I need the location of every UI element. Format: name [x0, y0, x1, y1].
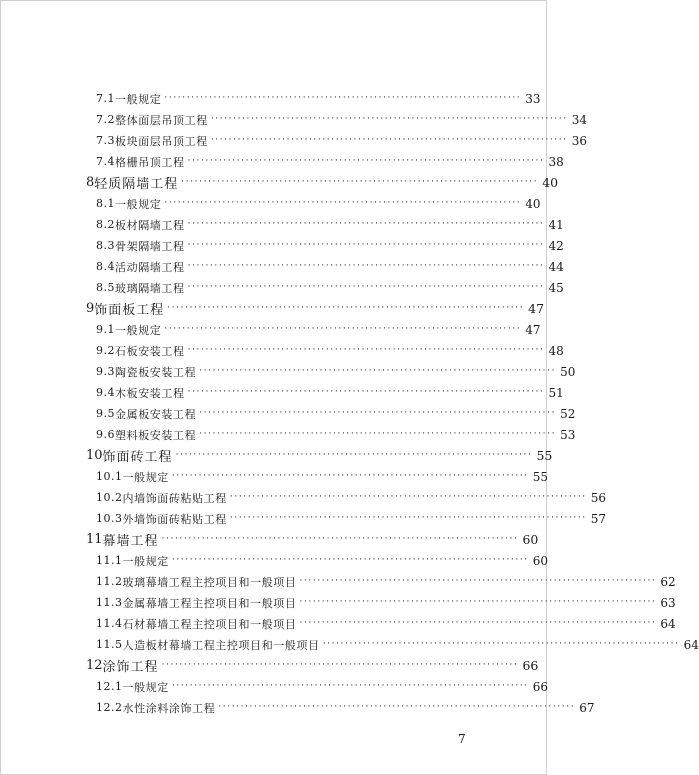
toc-entry-page: 33	[525, 91, 541, 106]
toc-entry-page: 48	[548, 343, 564, 358]
toc-entry-title: 一般规定	[115, 92, 162, 106]
toc-entry-number: 8.3	[96, 239, 115, 252]
toc-section-entry[interactable]	[1, 109, 587, 130]
toc-dot-leader: ················································································	[322, 639, 680, 649]
toc-section-entry[interactable]	[1, 130, 587, 151]
toc-entry-page: 64	[660, 616, 676, 631]
toc-section-entry[interactable]	[1, 382, 564, 403]
toc-section-entry[interactable]	[1, 592, 676, 613]
toc-chapter-entry[interactable]	[1, 445, 553, 466]
toc-entry-title: 石材幕墙工程主控项目和一般项目	[122, 617, 297, 631]
toc-entry-page: 36	[571, 133, 587, 148]
toc-entry-title: 一般规定	[115, 323, 162, 337]
toc-entry-page: 60	[532, 553, 549, 568]
toc-entry-page: 38	[548, 154, 564, 169]
toc-entry-title: 金属板安装工程	[115, 407, 197, 421]
toc-entry-number: 9	[86, 301, 95, 316]
toc-dot-leader: ················································································	[299, 597, 657, 607]
toc-dot-leader: ················································································	[199, 366, 557, 376]
toc-entry-title: 金属幕墙工程主控项目和一般项目	[122, 596, 297, 610]
toc-entry-number: 11.4	[96, 617, 123, 630]
toc-entry-page: 44	[548, 259, 564, 274]
toc-entry-number: 10	[86, 448, 103, 463]
toc-entry-title: 饰面砖工程	[102, 450, 173, 465]
toc-entry-number: 9.5	[96, 407, 115, 420]
toc-entry-title: 人造板材幕墙工程主控项目和一般项目	[122, 638, 320, 652]
toc-entry-number: 10.1	[96, 470, 123, 483]
toc-entry-number: 9.2	[96, 344, 115, 357]
toc-entry-title: 板块面层吊顶工程	[115, 134, 208, 148]
toc-section-entry[interactable]	[1, 403, 576, 424]
toc-section-entry[interactable]	[1, 697, 595, 718]
toc-dot-leader: ················································································	[210, 135, 568, 145]
toc-entry-title: 饰面板工程	[94, 303, 165, 318]
toc-section-entry[interactable]	[1, 151, 564, 172]
toc-section-entry[interactable]	[1, 508, 607, 529]
toc-dot-leader: ················································································	[171, 471, 529, 481]
toc-entry-page: 64	[683, 637, 699, 652]
toc-entry-page: 62	[660, 574, 676, 589]
toc-entry-page: 40	[525, 196, 541, 211]
toc-entry-title: 格栅吊顶工程	[115, 155, 185, 169]
toc-entry-title: 一般规定	[122, 680, 169, 694]
toc-entry-title: 活动隔墙工程	[115, 260, 185, 274]
toc-entry-number: 9.6	[96, 428, 115, 441]
toc-entry-number: 8	[86, 175, 95, 190]
toc-section-entry[interactable]	[1, 466, 549, 487]
toc-dot-leader: ················································································	[199, 429, 557, 439]
toc-dot-leader: ················································································	[187, 261, 545, 271]
toc-entry-page: 53	[560, 427, 576, 442]
toc-dot-leader: ················································································	[161, 534, 519, 544]
toc-section-entry[interactable]	[1, 487, 607, 508]
toc-entry-number: 8.4	[96, 260, 115, 273]
toc-entry-title: 骨架隔墙工程	[115, 239, 185, 253]
toc-dot-leader: ················································································	[187, 156, 545, 166]
toc-section-entry[interactable]	[1, 319, 546, 340]
table-of-contents	[1, 88, 699, 718]
toc-dot-leader: ················································································	[299, 618, 657, 628]
toc-entry-title: 轻质隔墙工程	[94, 177, 179, 192]
toc-entry-number: 12.2	[96, 701, 123, 714]
toc-entry-number: 10.3	[96, 512, 123, 525]
toc-entry-page: 57	[590, 511, 607, 526]
toc-section-entry[interactable]	[1, 235, 564, 256]
toc-dot-leader: ················································································	[299, 576, 657, 586]
toc-section-entry[interactable]	[1, 676, 549, 697]
toc-section-entry[interactable]	[1, 361, 576, 382]
toc-entry-title: 石板安装工程	[115, 344, 185, 358]
toc-section-entry[interactable]	[1, 256, 564, 277]
toc-entry-page: 47	[528, 301, 545, 316]
toc-entry-page: 41	[548, 217, 564, 232]
toc-entry-page: 51	[548, 385, 564, 400]
toc-dot-leader: ················································································	[187, 219, 545, 229]
toc-entry-page: 50	[560, 364, 576, 379]
toc-section-entry[interactable]	[1, 550, 549, 571]
toc-dot-leader: ················································································	[161, 660, 519, 670]
toc-entry-number: 11.2	[96, 575, 123, 588]
toc-entry-page: 66	[522, 658, 539, 673]
toc-entry-number: 9.1	[96, 323, 115, 336]
toc-entry-number: 11.3	[96, 596, 123, 609]
toc-dot-leader: ················································································	[187, 282, 545, 292]
toc-entry-title: 水性涂料涂饰工程	[122, 701, 216, 715]
toc-entry-page: 34	[571, 112, 587, 127]
toc-entry-title: 整体面层吊顶工程	[115, 113, 208, 127]
toc-entry-number: 7.4	[96, 155, 115, 168]
toc-entry-title: 幕墙工程	[102, 534, 159, 549]
toc-entry-number: 11	[86, 532, 103, 547]
toc-section-entry[interactable]	[1, 613, 676, 634]
toc-entry-title: 一般规定	[115, 197, 162, 211]
toc-dot-leader: ················································································	[171, 681, 529, 691]
toc-entry-number: 8.2	[96, 218, 115, 231]
toc-dot-leader: ················································································	[187, 387, 545, 397]
toc-section-entry[interactable]	[1, 193, 546, 214]
toc-entry-page: 55	[536, 448, 553, 463]
toc-entry-title: 木板安装工程	[115, 386, 185, 400]
toc-entry-page: 63	[660, 595, 676, 610]
toc-section-entry[interactable]	[1, 571, 676, 592]
toc-entry-number: 9.3	[96, 365, 115, 378]
toc-section-entry[interactable]	[1, 88, 546, 109]
toc-section-entry[interactable]	[1, 634, 699, 655]
toc-dot-leader: ················································································	[164, 93, 522, 103]
toc-entry-number: 9.4	[96, 386, 115, 399]
toc-dot-leader: ················································································	[181, 177, 539, 187]
toc-chapter-entry[interactable]	[1, 529, 546, 550]
toc-entry-number: 12.1	[96, 680, 123, 693]
toc-entry-page: 60	[522, 532, 539, 547]
toc-dot-leader: ················································································	[218, 702, 576, 712]
toc-entry-number: 11.5	[96, 638, 123, 651]
toc-entry-page: 42	[548, 238, 564, 253]
toc-entry-title: 玻璃幕墙工程主控项目和一般项目	[122, 575, 297, 589]
toc-entry-number: 7.1	[96, 92, 115, 105]
toc-entry-title: 内墙饰面砖粘贴工程	[122, 491, 227, 505]
toc-dot-leader: ················································································	[164, 324, 522, 334]
toc-entry-page: 55	[532, 469, 549, 484]
toc-dot-leader: ················································································	[167, 303, 525, 313]
toc-entry-title: 外墙饰面砖粘贴工程	[122, 512, 227, 526]
toc-dot-leader: ················································································	[187, 240, 545, 250]
toc-dot-leader: ················································································	[229, 492, 587, 502]
toc-entry-page: 40	[542, 175, 559, 190]
toc-section-entry[interactable]	[1, 340, 564, 361]
toc-entry-page: 67	[579, 700, 595, 715]
toc-entry-page: 47	[525, 322, 541, 337]
toc-entry-title: 涂饰工程	[102, 660, 159, 675]
toc-chapter-entry[interactable]	[1, 172, 559, 193]
toc-entry-page: 56	[590, 490, 607, 505]
toc-entry-number: 8.5	[96, 281, 115, 294]
toc-dot-leader: ················································································	[171, 555, 529, 565]
toc-chapter-entry[interactable]	[1, 298, 546, 319]
toc-dot-leader: ················································································	[229, 513, 587, 523]
toc-dot-leader: ················································································	[199, 408, 557, 418]
page-number: 7	[458, 732, 466, 746]
toc-entry-title: 板材隔墙工程	[115, 218, 185, 232]
toc-entry-title: 陶瓷板安装工程	[115, 365, 197, 379]
toc-entry-page: 52	[560, 406, 576, 421]
toc-dot-leader: ················································································	[210, 114, 568, 124]
toc-entry-number: 12	[86, 658, 103, 673]
toc-entry-title: 玻璃隔墙工程	[115, 281, 185, 295]
toc-section-entry[interactable]	[1, 277, 564, 298]
toc-entry-number: 7.2	[96, 113, 115, 126]
toc-entry-title: 一般规定	[122, 554, 169, 568]
toc-entry-title: 一般规定	[122, 470, 169, 484]
toc-entry-number: 8.1	[96, 197, 115, 210]
toc-section-entry[interactable]	[1, 214, 564, 235]
toc-dot-leader: ················································································	[187, 345, 545, 355]
toc-dot-leader: ················································································	[164, 198, 522, 208]
toc-entry-number: 11.1	[96, 554, 123, 567]
toc-entry-page: 66	[532, 679, 549, 694]
toc-chapter-entry[interactable]	[1, 655, 546, 676]
toc-entry-number: 7.3	[96, 134, 115, 147]
toc-entry-page: 45	[548, 280, 564, 295]
toc-section-entry[interactable]	[1, 424, 576, 445]
toc-entry-title: 塑料板安装工程	[115, 428, 197, 442]
toc-entry-number: 10.2	[96, 491, 123, 504]
toc-dot-leader: ················································································	[175, 450, 533, 460]
